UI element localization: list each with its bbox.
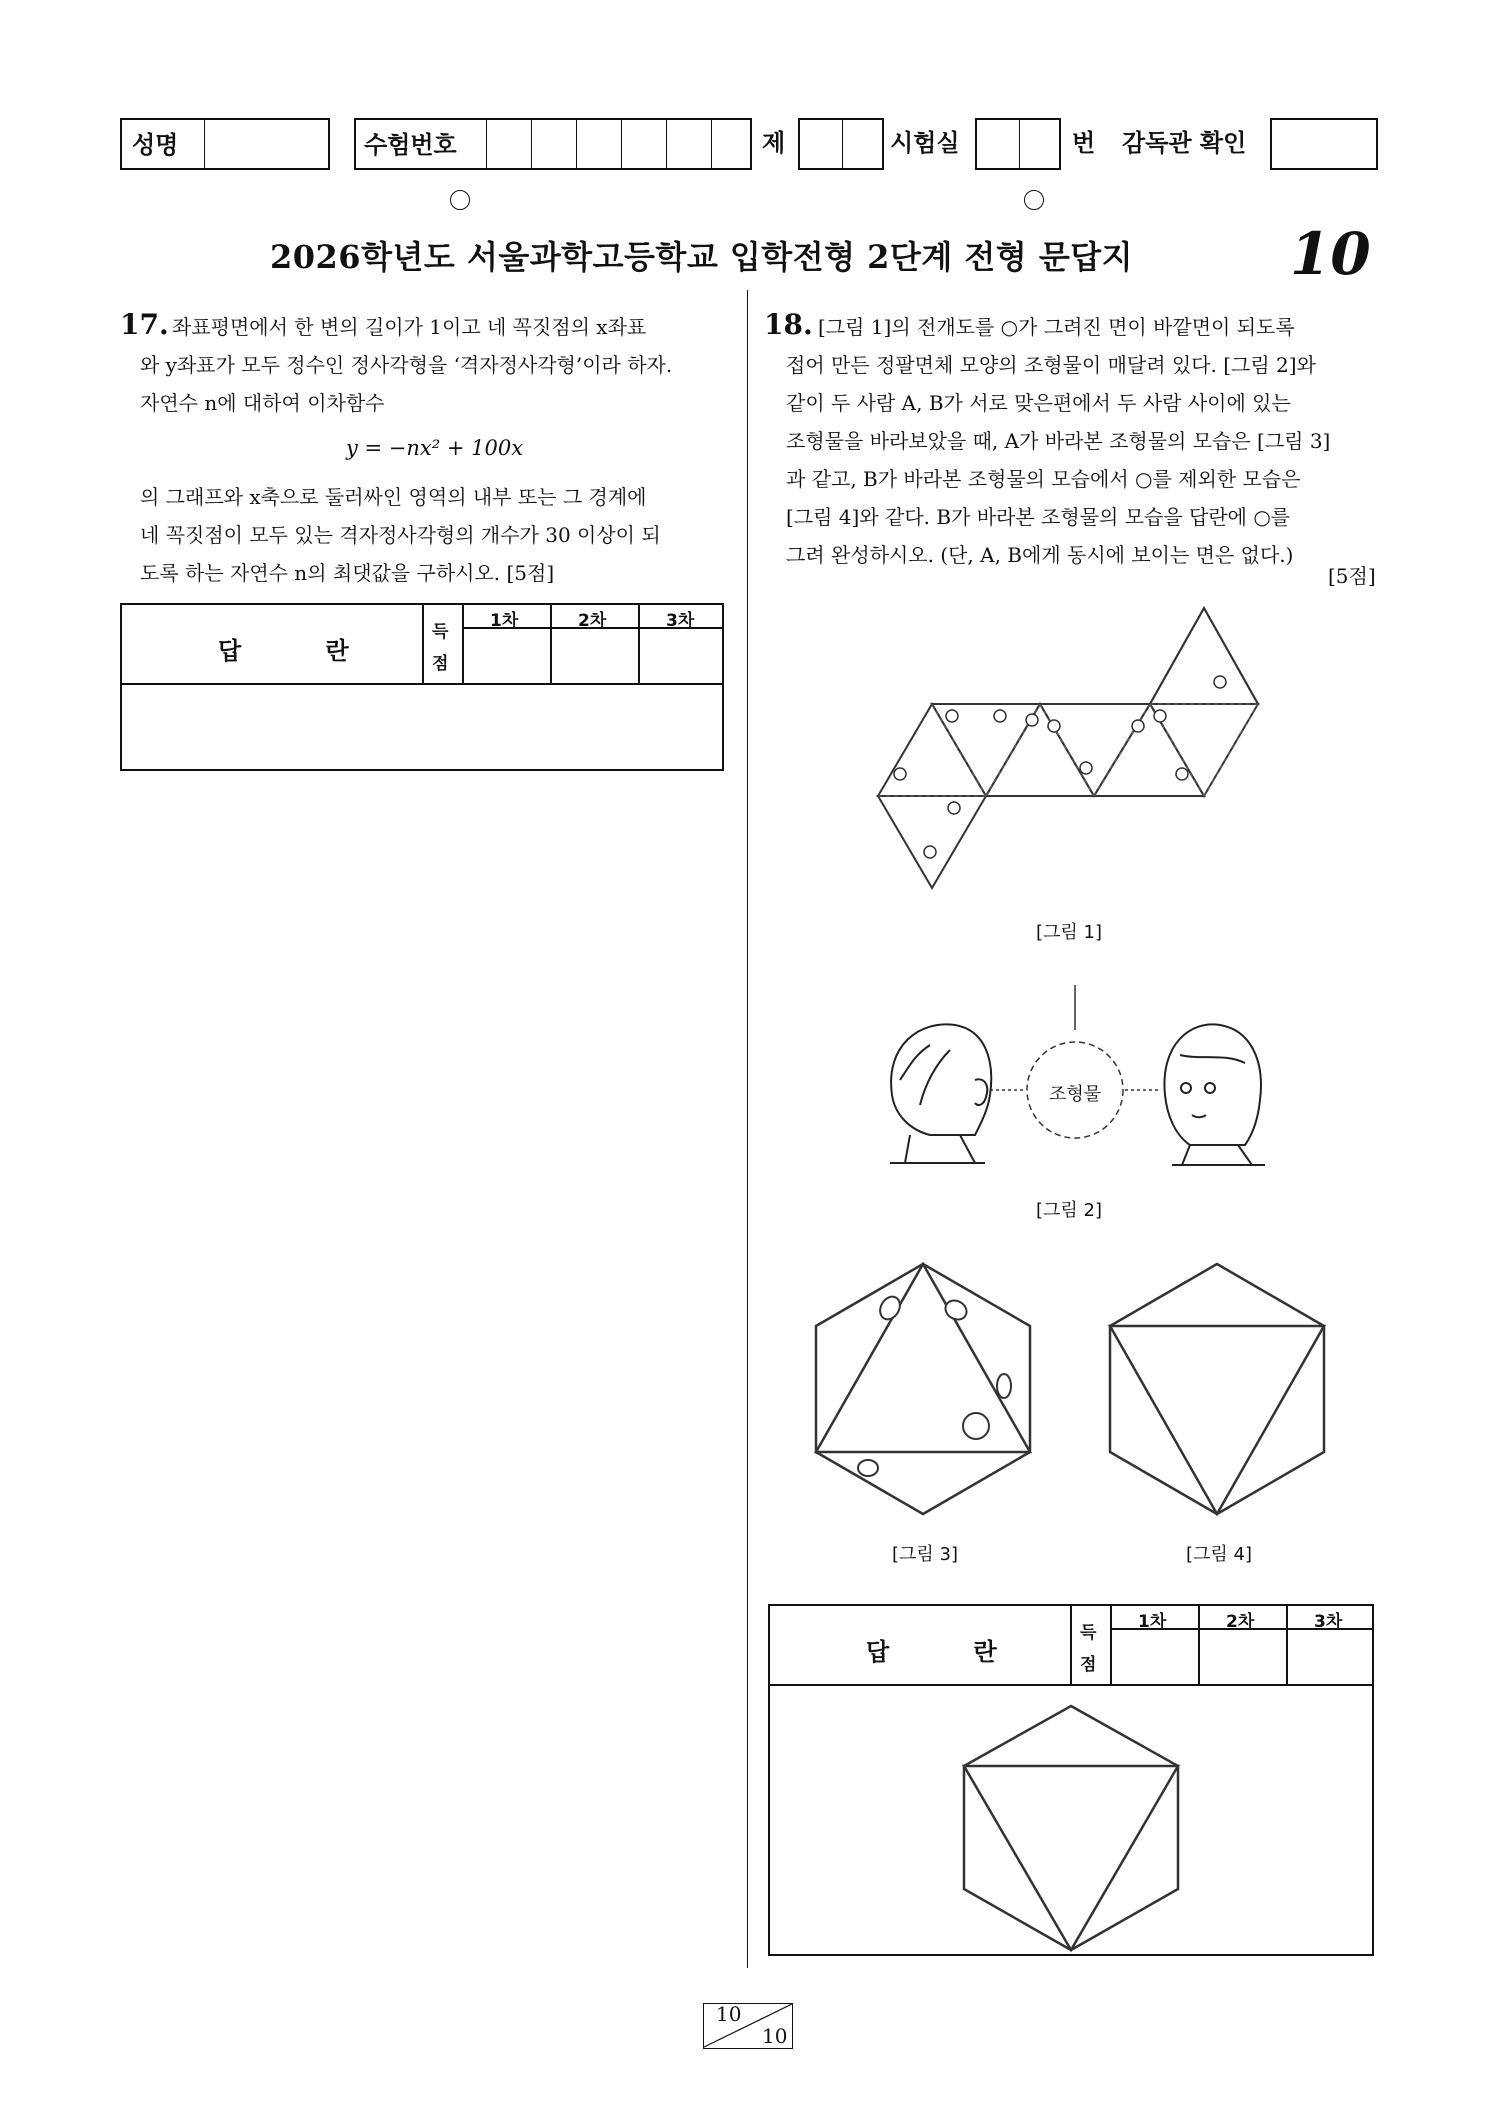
beon-label: 번 <box>1072 129 1096 157</box>
q17-line-4: 의 그래프와 x축으로 둘러싸인 영역의 내부 또는 그 경계에 <box>140 485 647 509</box>
q17-col-2: 2차 <box>578 611 607 631</box>
q17-line-3: 자연수 n에 대하여 이차함수 <box>140 391 385 415</box>
figure-2-caption: [그림 2] <box>1036 1200 1102 1221</box>
q17-score-label-top: 득 <box>432 622 449 642</box>
q17-line-2: 와 y좌표가 모두 정수인 정사각형을 ‘격자정사각형’이라 하자. <box>140 353 673 377</box>
q18-answer-octahedron <box>956 1704 1186 1954</box>
q18-col-2: 2차 <box>1226 1612 1255 1632</box>
page-indicator-total: 10 <box>762 2024 788 2048</box>
q18-col-3: 3차 <box>1314 1612 1343 1632</box>
q18-answer-table <box>768 1604 1374 1956</box>
q17-answer-label: 답 란 <box>218 637 387 665</box>
proctor-box <box>1270 118 1378 170</box>
q18-line-7: 그려 완성하시오. (단, A, B에게 동시에 보이는 면은 없다.) <box>786 543 1294 567</box>
column-divider <box>747 290 748 1968</box>
je-label: 제 <box>762 129 786 157</box>
q18-line-2: 접어 만든 정팔면체 모양의 조형물이 매달려 있다. [그림 2]와 <box>786 353 1316 377</box>
name-box <box>120 118 330 170</box>
q18-col-1: 1차 <box>1138 1612 1167 1632</box>
q18-answer-label: 답 란 <box>866 1638 1035 1666</box>
q18-line-1: [그림 1]의 전개도를 ○가 그려진 면이 바깥면이 되도록 <box>818 315 1295 339</box>
q18-score-label-bottom: 점 <box>1080 1655 1097 1675</box>
q17-answer-table <box>120 603 724 771</box>
page-number-big: 10 <box>1290 220 1371 288</box>
figure-3-caption: [그림 3] <box>892 1544 958 1565</box>
q17-line-5: 네 꼭짓점이 모두 있는 격자정사각형의 개수가 30 이상이 되 <box>140 523 661 547</box>
figure-2-people <box>880 985 1270 1170</box>
q17-col-1: 1차 <box>490 611 519 631</box>
q18-number: 18. <box>764 308 813 341</box>
figure-4-caption: [그림 4] <box>1186 1544 1252 1565</box>
q18-score-label-top: 득 <box>1080 1623 1097 1643</box>
room-box <box>975 118 1061 170</box>
q18-line-3: 같이 두 사람 A, B가 서로 맞은편에서 두 사람 사이에 있는 <box>786 391 1291 415</box>
q17-score-label-bottom: 점 <box>432 654 449 674</box>
figure-3-view-a <box>808 1262 1038 1522</box>
page-title: 2026학년도 서울과학고등학교 입학전형 2단계 전형 문답지 <box>270 238 1134 276</box>
page-indicator <box>703 2003 793 2049</box>
figure-1-caption: [그림 1] <box>1036 922 1102 943</box>
exam-number-box <box>354 118 752 170</box>
seat-box <box>798 118 884 170</box>
room-label: 시험실 <box>890 129 960 157</box>
page-indicator-current: 10 <box>716 2002 742 2026</box>
punch-circle-right <box>1024 190 1044 210</box>
q17-col-3: 3차 <box>666 611 695 631</box>
figure-1-net <box>870 600 1270 900</box>
q17-line-6: 도록 하는 자연수 n의 최댓값을 구하시오. [5점] <box>140 561 555 585</box>
exam-number-label: 수험번호 <box>364 131 457 159</box>
figure-2-label: 조형물 <box>1049 1084 1102 1105</box>
q18-line-5: 과 같고, B가 바라본 조형물의 모습에서 ○를 제외한 모습은 <box>786 467 1301 491</box>
q17-number: 17. <box>120 308 169 341</box>
q17-answer-area[interactable] <box>122 685 722 769</box>
figure-4-view-b <box>1102 1262 1332 1522</box>
q18-line-6: [그림 4]와 같다. B가 바라본 조형물의 모습을 답란에 ○를 <box>786 505 1291 529</box>
q18-answer-area[interactable] <box>770 1686 1372 1954</box>
proctor-label: 감독관 확인 <box>1122 129 1247 157</box>
punch-circle-left <box>450 190 470 210</box>
q18-points: [5점] <box>1328 564 1376 588</box>
q17-line-1: 좌표평면에서 한 변의 길이가 1이고 네 꼭짓점의 x좌표 <box>172 315 647 339</box>
q17-formula: y = −nx² + 100x <box>346 436 524 460</box>
name-label: 성명 <box>132 131 179 159</box>
q18-line-4: 조형물을 바라보았을 때, A가 바라본 조형물의 모습은 [그림 3] <box>786 429 1331 453</box>
